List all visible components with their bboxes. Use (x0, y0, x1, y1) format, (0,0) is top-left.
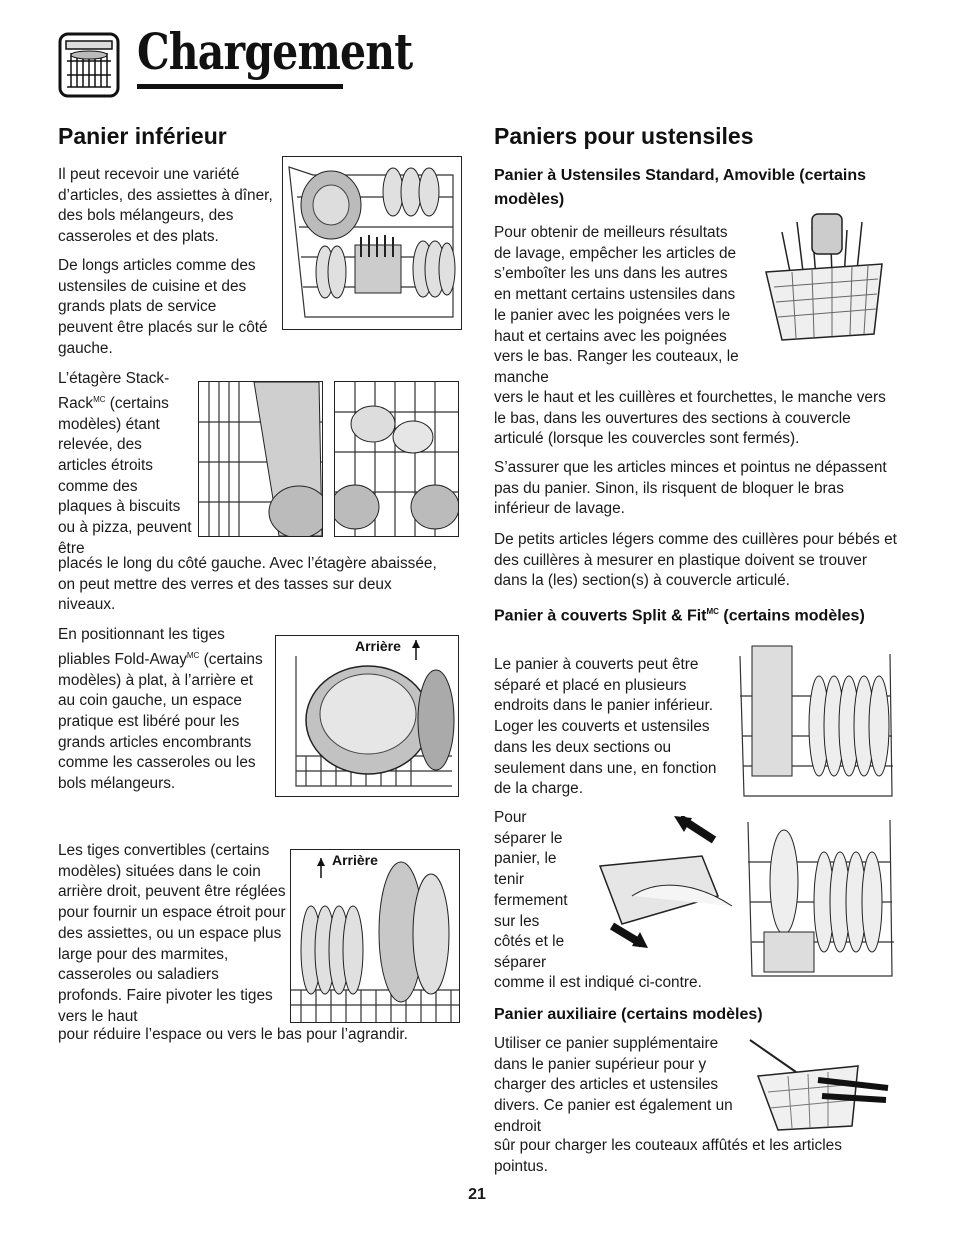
convertible-tines-paragraph-cont: pour réduire l’espace ou vers le bas pour l’agrandir. (58, 1026, 408, 1043)
auxiliary-basket-subheading: Panier auxiliaire (certains modèles) (494, 1006, 763, 1023)
standard-basket-paragraph-cont: vers le haut et les cuillères et fourchettes, le manche vers le bas, dans les ouvertures des sections à couvercle articulé (lorsque les couvercles sont fermés). (494, 389, 886, 448)
split-fit-paragraph: Le panier à couverts peut être séparé et placé en plusieurs endroits dans le panier inférieur. Loger les couverts et ustensiles dans les deux sections ou seulement dans une, en fonction de la charge. (494, 656, 717, 798)
lower-rack-with-baskets-image (744, 802, 896, 982)
split-basket-hands-image (592, 816, 740, 948)
fold-away-paragraph: En positionnant les tiges pliables Fold-Away$^{MC}$ (certains modèles) à plat, à l’arrière et au coin gauche, un espace pratique est libéré pour les grands articles encombrants comme les casseroles ou les bols mélangeurs. (58, 626, 263, 793)
convertible-tines-paragraph: Les tiges convertibles (certains modèles) situées dans le coin arrière droit, peuvent être réglées pour fournir un espace étroit pour des assiettes, ou un espace plus large pour des marmites, casseroles ou saladiers profonds. Faire pivoter les tiges vers le haut (58, 842, 286, 1025)
convertible-tines-figure (290, 849, 460, 1023)
fold-away-tines-figure (275, 635, 459, 797)
stack-rack-paragraph-cont: placés le long du côté gauche. Avec l’étagère abaissée, on peut mettre des verres et des tasses sur deux niveaux. (58, 555, 437, 614)
separate-basket-paragraph-cont: comme il est indiqué ci-contre. (494, 974, 702, 991)
stack-rack-lowered-figure (334, 381, 459, 537)
lower-rack-paragraph-1: Il peut recevoir une variété d’articles, des assiettes à dîner, des bols mélangeurs, des casseroles et des plats. (58, 166, 273, 246)
small-items-paragraph: De petits articles légers comme des cuillères pour bébés et des cuillères à mesurer en plastique doivent se trouver dans la (les) section(s) à couvercle articulé. (494, 531, 897, 590)
auxiliary-basket-image (748, 1036, 892, 1132)
auxiliary-basket-paragraph-cont: sûr pour charger les couteaux affûtés et les articles pointus. (494, 1137, 842, 1175)
page-number: 21 (468, 1186, 486, 1203)
standard-basket-subheading: Panier à Ustensiles Standard, Amovible (certains modèles) (494, 167, 866, 208)
separate-basket-paragraph: Pour séparer le panier, le tenir fermement sur les côtés et le séparer (494, 809, 568, 971)
utensil-baskets-heading: Paniers pour ustensiles (494, 123, 754, 149)
rear-label: Arrière (332, 852, 378, 868)
lower-rack-paragraph-2: De longs articles comme des ustensiles de cuisine et des grands plats de service peuvent être placés sur le côté gauche. (58, 257, 268, 357)
lower-rack-heading: Panier inférieur (58, 123, 227, 149)
split-basket-rack-image (734, 636, 896, 802)
standard-basket-paragraph: Pour obtenir de meilleurs résultats de lavage, empêcher les articles de s’emboîter les uns dans les autres en mettant certains ustensiles dans le panier avec les poignées vers le haut et certains avec les poignées vers le bas. Ranger les couteaux, le manche (494, 224, 739, 386)
title-underline (137, 84, 343, 89)
stack-rack-paragraph: L’étagère Stack- Rack$^{MC}$ (certains modèles) étant relevée, des articles étroits comme des plaques à biscuits ou à pizza, peuvent être (58, 370, 192, 557)
utensil-basket-image (752, 212, 894, 342)
page-title: Chargement (137, 22, 413, 81)
split-fit-subheading: Panier à couverts Split & Fit$^{MC}$ (certains modèles) (494, 607, 865, 625)
rear-label: Arrière (355, 638, 401, 654)
lower-rack-figure (282, 156, 462, 330)
stack-rack-raised-figure (198, 381, 323, 537)
sharp-items-paragraph: S’assurer que les articles minces et pointus ne dépassent pas du panier. Sinon, ils risquent de bloquer le bras inférieur de lavage. (494, 459, 887, 518)
dishwasher-icon (57, 31, 121, 99)
auxiliary-basket-paragraph: Utiliser ce panier supplémentaire dans le panier supérieur pour y charger des articles et ustensiles divers. Ce panier est également un endroit (494, 1035, 733, 1135)
